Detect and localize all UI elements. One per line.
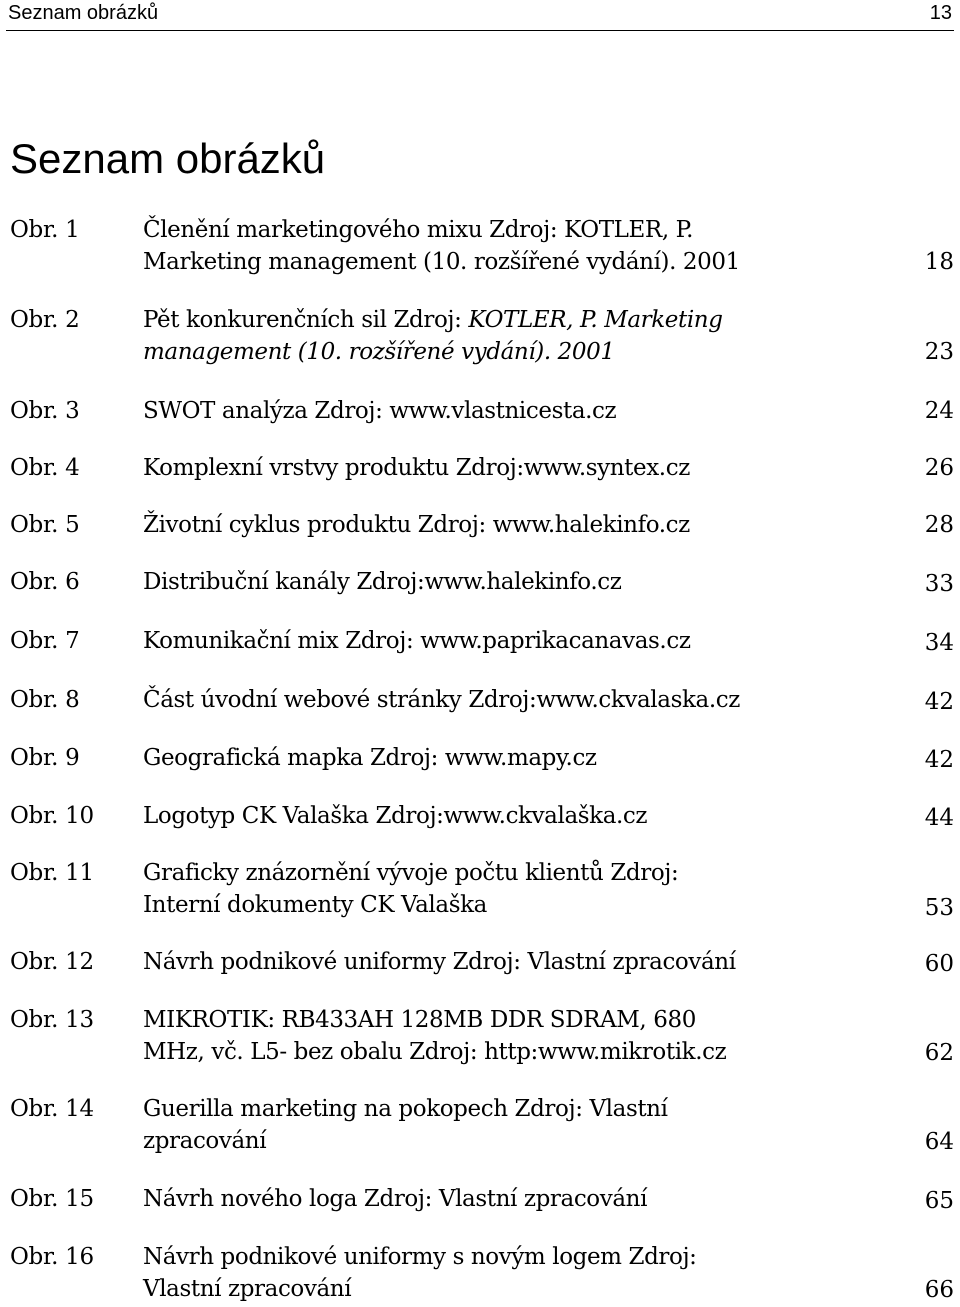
figure-number: Obr. 5 (10, 512, 80, 538)
figure-number: Obr. 3 (10, 398, 80, 424)
page-title: Seznam obrázků (10, 135, 326, 182)
page-number: 23 (924, 339, 954, 365)
caption-line: Marketing management (10. rozšířené vydání). 2001 (143, 249, 740, 275)
page-number: 42 (924, 747, 954, 773)
caption-line: Interní dokumenty CK Valaška (143, 892, 487, 918)
figure-number: Obr. 4 (10, 455, 80, 481)
caption-line: MIKROTIK: RB433AH 128MB DDR SDRAM, 680 (143, 1007, 696, 1033)
page-number: 42 (924, 689, 954, 715)
page-number: 44 (924, 805, 954, 831)
figure-caption: Komunikační mix Zdroj: www.paprikacanavas.cz (143, 628, 691, 654)
page-number: 62 (924, 1040, 954, 1066)
figure-caption: Návrh nového loga Zdroj: Vlastní zpracování (143, 1186, 648, 1212)
caption-line (143, 304, 878, 336)
figure-number: Obr. 11 (10, 860, 94, 886)
page-number: 53 (924, 895, 954, 921)
figure-caption (143, 214, 878, 278)
figure-caption: Návrh podnikové uniformy Zdroj: Vlastní zpracování (143, 949, 736, 975)
figure-number: Obr. 10 (10, 803, 94, 829)
page-number: 24 (924, 398, 954, 424)
figure-number: Obr. 14 (10, 1096, 94, 1122)
figure-caption: SWOT analýza Zdroj: www.vlastnicesta.cz (143, 398, 617, 424)
page-number: 18 (924, 249, 954, 275)
figure-number: Obr. 8 (10, 687, 80, 713)
figure-caption: Distribuční kanály Zdroj:www.halekinfo.cz (143, 569, 622, 595)
page-number: 34 (924, 630, 954, 656)
caption-line: zpracování (143, 1128, 267, 1154)
figure-number: Obr. 12 (10, 949, 94, 975)
caption-text: Pět konkurenčních sil Zdroj: KOTLER, P. Marketing (143, 307, 723, 333)
caption-line: Návrh podnikové uniformy s novým logem Zdroj: (143, 1244, 697, 1270)
figure-caption (143, 1004, 878, 1068)
figure-number: Obr. 2 (10, 307, 80, 333)
figure-caption: Logotyp CK Valaška Zdroj:www.ckvalaška.cz (143, 803, 648, 829)
figure-number: Obr. 13 (10, 1007, 94, 1033)
page-number: 60 (924, 951, 954, 977)
figure-number: Obr. 16 (10, 1244, 94, 1270)
figure-caption (143, 1093, 878, 1157)
figure-caption: Životní cyklus produktu Zdroj: www.halekinfo.cz (143, 512, 690, 538)
running-header-page-number: 13 (929, 2, 952, 24)
figure-number: Obr. 9 (10, 745, 80, 771)
figure-caption: Část úvodní webové stránky Zdroj:www.ckvalaska.cz (143, 687, 740, 713)
page-number: 28 (924, 512, 954, 538)
running-header-title: Seznam obrázků (8, 2, 159, 24)
caption-line: MHz, vč. L5- bez obalu Zdroj: http:www.mikrotik.cz (143, 1039, 727, 1065)
figure-caption: Komplexní vrstvy produktu Zdroj:www.syntex.cz (143, 455, 690, 481)
caption-line: management (10. rozšířené vydání). 2001 (143, 339, 615, 365)
caption-line: Členění marketingového mixu Zdroj: KOTLER, P. (143, 217, 693, 243)
figure-caption (143, 304, 878, 368)
caption-line: Guerilla marketing na pokopech Zdroj: Vlastní (143, 1096, 668, 1122)
page-number: 33 (924, 571, 954, 597)
caption-line: Graficky znázornění vývoje počtu klientů Zdroj: (143, 860, 679, 886)
figure-number: Obr. 15 (10, 1186, 94, 1212)
figure-caption: Geografická mapka Zdroj: www.mapy.cz (143, 745, 597, 771)
figure-caption (143, 857, 878, 921)
page-number: 64 (924, 1129, 954, 1155)
caption-italic-part: KOTLER, P. Marketing (468, 307, 723, 333)
page-number: 66 (924, 1277, 954, 1303)
figure-number: Obr. 1 (10, 217, 80, 243)
figure-number: Obr. 6 (10, 569, 80, 595)
caption-line: Vlastní zpracování (143, 1276, 352, 1302)
page-number: 65 (924, 1188, 954, 1214)
page-number: 26 (924, 455, 954, 481)
figure-number: Obr. 7 (10, 628, 80, 654)
figure-caption (143, 1241, 878, 1305)
